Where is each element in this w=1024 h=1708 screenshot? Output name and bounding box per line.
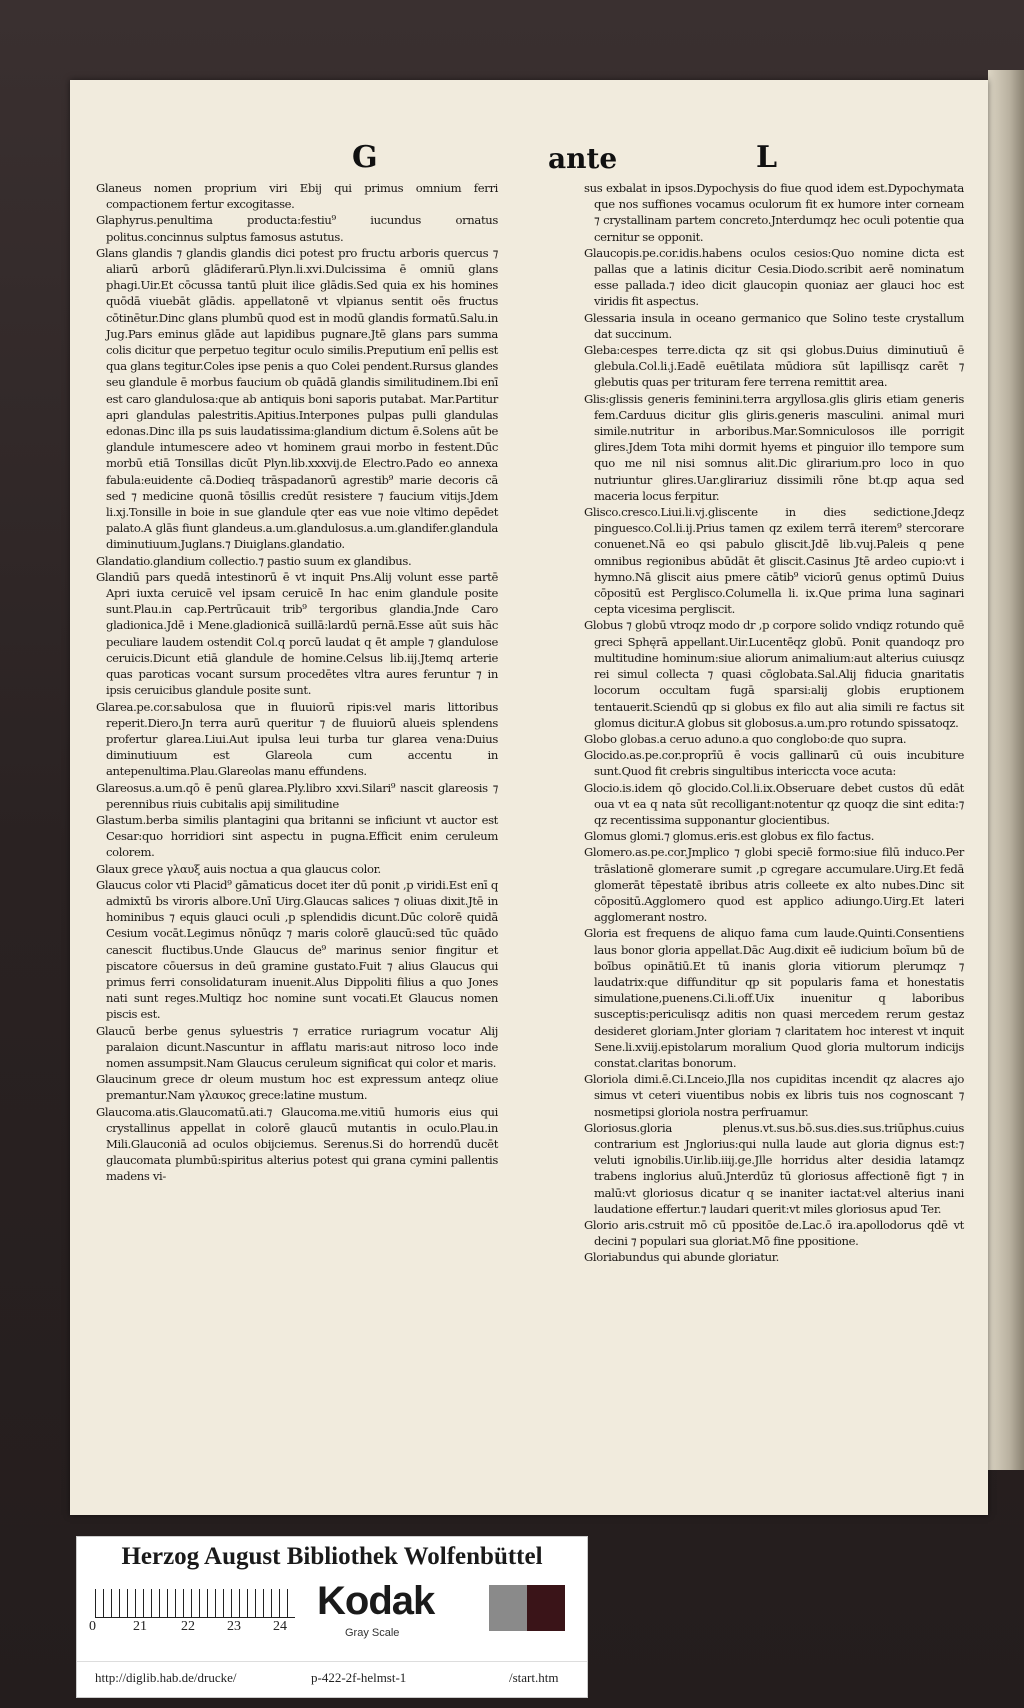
header-folio-letter: L: [756, 140, 778, 175]
ruler-number: 24: [273, 1619, 287, 1634]
dictionary-entry: Glaneus nomen proprium viri Ebij qui primus omnium ferri compactionem fertur excogitasse.: [96, 181, 498, 212]
dictionary-entry: Glaucopis.pe.cor.idis.habens oculos cesios:Quo nomine dicta est pallas que a latinis dicitur Cesia.Diodo.scribit aerē nominatum esse pallada.⁊ ideo dicit glaucopin quoniaz aer glauci hoc est viridis fit aspectus.: [584, 245, 964, 309]
ruler-number: 23: [227, 1619, 241, 1634]
gray-scale-label: Gray Scale: [345, 1627, 400, 1639]
dictionary-entry: Glandiū pars quedā intestinorū ē vt inquit Pns.Alij volunt esse partē Apri iuxta ceruicē vel ipsam ceruicē In hac enim glandule posite sunt.Plau.in cap.Pertrūcauit trib⁹ tergoribus glandia.Jnde Caro gladionica.Jdē i Mene.gladionicā suillā:lardū pernā.Esse aūt suis hāc peculiare laudem ostendit Col.q porcū laudat q ēt ample ⁊ glandulose ceruicis.Dicunt etiā glandule de homine.Celsus lib.iij.Jtemq arterie quas paroticas vocant sursum procedētes vltra aures feruntur ⁊ in ipsis ceruicibus glandule posite sunt.: [96, 569, 498, 698]
start-page-link[interactable]: /start.htm: [509, 1670, 559, 1685]
dictionary-entry: Glis:glissis generis feminini.terra argyllosa.glis gliris etiam generis fem.Carduus dicitur glis gliris.generis masculini. animal muri simile.nutritur in arboribus.Mar.Somniculosos ille porrigit glires.Jdem Tota mihi dormit hyems et pinguior illo tempore sum quo me nil nisi somnus alit.Dic glirarium.pro loco in quo nutriuntur glires.Uar.glirariuz dissimili rōne bt.qp aqua sed maceria locus ferpitur.: [584, 391, 964, 503]
dictionary-entry: Glaucus color vti Placid⁹ gāmaticus docet iter dū ponit ,p viridi.Est enī q admixtū bs viroris albore.Unī Uirg.Glaucas salices ⁊ oliuas dixit.Jtē in hominibus ⁊ equis glauci oculi ,p splendidis dicunt.Dūc colorē quidā Cesium vocāt.Legimus nōnūqz ⁊ maris colorē glaucū:sed tūc quādo canescit fluctibus.Unde Glaucus de⁹ marinus senior fingitur et piscatore cōuersus in deū gramine gustato.Fuit ⁊ alius Glaucus qui primus ferri consolidaturam inuenit.Alus Dippoliti filius a quo Jones nati sunt reges.Multiqz hoc nomine sunt vocati.Et Glaucus nomen piscis est.: [96, 877, 498, 1022]
source-url-link[interactable]: http://diglib.hab.de/drucke/: [95, 1670, 237, 1685]
kodak-logo: Kodak: [317, 1579, 435, 1623]
dictionary-entry: Gloriosus.gloria plenus.vt.sus.bō.sus.dies.sus.triūphus.cuius contrarium est Jnglorius:qui nulla laude aut gloria dignus est:⁊ veluti ignobilis.Uir.lib.iiij.ge.Jlle horridus alter desidia latamqz trabens inglorius aluū.Jnterdūz tū gloriosus affectionē figt ⁊ in malū:vt gloriosus dicatur q se inaniter iactat:vel alterius inani laudatione effertur.⁊ laudari querit:vt miles gloriosus apud Ter.: [584, 1120, 964, 1216]
measurement-ruler: [95, 1589, 295, 1619]
dictionary-entry: Glomero.as.pe.cor.Jmplico ⁊ globi speciē formo:siue filū induco.Per trāslationē glomerare sumit ,p cgregare accumulare.Uirg.Et fedā glomerāt tēpestatē ibribus atris colleete ex alto nubes.Dinc sit cōpositū.Agglomero quod est applico adiungo.Uirg.Et lateri agglomerant nostro.: [584, 845, 964, 925]
dictionary-entry: Glocio.is.idem qō glocido.Col.li.ix.Obseruare debet custos dū edāt oua vt ea q nata sūt recolligant:notentur qz quoqz die sint edita:⁊ qz recentissima supponantur glocientibus.: [584, 780, 964, 827]
ruler-ticks: [95, 1589, 295, 1618]
book-page: [70, 80, 988, 1515]
dictionary-entry: Glandatio.glandium collectio.⁊ pastio suum ex glandibus.: [96, 553, 412, 568]
dictionary-entry: sus exbalat in ipsos.Dypochysis do fiue quod idem est.Dypochymata que nos suffiones vocamus oculorum fit ex humore inter corneam ⁊ crystallinam partem concreto.Jnterdumqz hec oculi potentie qua cernitur se opponit.: [584, 181, 964, 244]
gray-swatch: [489, 1585, 527, 1631]
dictionary-entry: Glastum.berba similis plantagini qua britanni se inficiunt vt auctor est Cesar:quo horridiori sint aspectu in pugna.Efficit enim ceruleum colorem.: [96, 812, 498, 860]
dictionary-entry: Glaphyrus.penultima producta:festiu⁹ iucundus ornatus politus.concinnus sulptus famosus astutus.: [96, 213, 498, 244]
library-name: Herzog August Bibliothek Wolfenbüttel: [121, 1543, 543, 1570]
dictionary-entry: Globus ⁊ globū vtroqz modo dr ,p corpore solido vndiqz rotundo quē greci Sphęrā appellant.Uir.Lucentēqz globū. Ponit quandoqz pro multitudine hominum:siue aliorum animalium:aut alterius cuiusqz rei simul collecta ⁊ quasi cōglobata.Sal.Alij fiducia gnaritatis locorum occultam fugā sparsi:alij globis eruptionem tentauerit.Sciendū qp si globus ex filo aut alia simili re factus sit glomus dicitur.A globus sit globosus.a.um.pro rotundo spissatoqz.: [584, 618, 964, 730]
dictionary-entry: Glessaria insula in oceano germanico que Solino teste crystallum dat succinum.: [584, 310, 964, 341]
dictionary-entry: Glaucoma.atis.Glaucomatū.ati.⁊ Glaucoma.me.vitiū humoris eius qui crystallinus appellat in colorē glaucū mutantis in oculo.Plau.in Mili.Glauconiā ad oculos obijciemus. Serenus.Si do horrendū ducēt glaucomata plumbū:spiritus alterius potest qui grana cymini pallentis madens vi-: [96, 1104, 498, 1184]
left-text-column: [96, 180, 498, 1185]
dictionary-entry: Glorio aris.cstruit mō cū ppositōe de.Lac.ō ira.apollodorus qdē vt decini ⁊ populari sua gloriat.Mō fine ppositione.: [584, 1218, 964, 1249]
ruler-number: 22: [181, 1619, 195, 1634]
dictionary-entry: Gloria est frequens de aliquo fama cum laude.Quinti.Consentiens laus bonor gloria appellat.Dāc Aug.dixit eē iudicium boīum bū de boībus opinātiū.Et tū inanis gloria vitiorum plerumqz ⁊ laudatrix:que diffunditur qp sit popularis fama et honestatis simulatione,puenens.Ci.li.off.Uix inuenitur q laboribus susceptis:periculisqz aditis non quasi mercedem rerum gestaz desideret gloriam.Jnter gloriam ⁊ claritatem hoc interest vt inquit Sene.li.xviij.epistolarum moralium Quod gloria multorum indicijs constat.claritas bonorum.: [584, 926, 964, 1070]
dictionary-entry: Gloriola dimi.ē.Ci.Lnceio.Jlla nos cupiditas incendit qz alacres ajo simus vt ceteri viuentibus nobis ex libris tuis nos cognoscant ⁊ nosmetipsi gloriola nostra perfruamur.: [584, 1072, 964, 1119]
dictionary-entry: Glocido.as.pe.cor.proprīū ē vocis gallinarū cū ouis incubiture sunt.Quod fit crebris singultibus intericcta voce acuta:: [584, 748, 964, 779]
digitization-footer: [76, 1536, 588, 1698]
dictionary-entry: Globo globas.a ceruo aduno.a quo conglobo:de quo supra.: [584, 731, 907, 746]
dictionary-entry: Gleba:cespes terre.dicta qz sit qsi globus.Duius diminutiuū ē glebula.Col.li.j.Eadē euētilata mūdiora sūt lapillisqz carēt ⁊ glebutis quas per trituram fere terrena remittit area.: [584, 343, 964, 390]
dark-swatch: [527, 1585, 565, 1631]
dictionary-entry: Glaucū berbe genus syluestris ⁊ erratice ruriagrum vocatur Alij paralaion dicunt.Nascuntur in afflatu maris:aut nitroso loco inde nomen assumpsit.Nam Glaucus ceruleum significat qui color et maris.: [96, 1023, 498, 1070]
dictionary-entry: Glareosus.a.um.qō ē penū glarea.Ply.libro xxvi.Silari⁹ nascit glareosis ⁊ perennibus riuis cubitalis apij similitudine: [96, 780, 498, 811]
right-text-column: [584, 180, 964, 1266]
footer-links: [77, 1661, 587, 1692]
dictionary-entry: Glisco.cresco.Liui.li.vj.gliscente in dies sedictione.Jdeqz pinguesco.Col.li.ij.Prius tamen qz exilem terrā iterem⁹ stercorare conuenet.Nā eo qsi pabulo gliscit.Jdē lib.vuj.Paleis q pene omnibus regionibus abūdāt ēt gliscit.Casinus Jtē ardeo cupio:vt i hymno.Nā gliscit aius pmere cātib⁹ viciorū genus optimū Duius cōpositū est Perglisco.Columella li. ix.Que prima luna saginari cepta vicesima pergliscit.: [584, 505, 964, 617]
document-id-link[interactable]: p-422-2f-helmst-1: [311, 1670, 407, 1685]
ruler-number: 0: [89, 1619, 96, 1634]
dictionary-entry: Glarea.pe.cor.sabulosa que in fluuiorū ripis:vel maris littoribus reperit.Diero.Jn terra aurū queritur ⁊ de fluuiorū alueis splendens profertur glarea.Liui.Aut ipulsa leui turba tur glarea vena:Duius diminutiuum est Glareola cum accentu in antepenultima.Plau.Glareolas manu effundens.: [96, 699, 498, 779]
dictionary-entry: Glaucinum grece dr oleum mustum hoc est expressum anteqz oliue premantur.Nam γλαυκος grece:latine mustum.: [96, 1072, 498, 1103]
header-running-title: ante: [548, 142, 618, 175]
dictionary-entry: Gloriabundus qui abunde gloriatur.: [584, 1250, 779, 1265]
dictionary-entry: Glomus glomi.⁊ glomus.eris.est globus ex filo factus.: [584, 829, 875, 844]
page-header: [70, 140, 988, 180]
facing-page-edge: [988, 70, 1024, 1470]
dictionary-entry: Glans glandis ⁊ glandis glandis dici potest pro fructu arboris quercus ⁊ aliarū arborū glādiferarū.Plyn.li.xvi.Dulcissima ē omniū glans phagi.Uir.Et cōcussa tantū pluit ilice glādis.Sed quia ex his homines quōdā viuebāt glādis. appellatonē vt vlpianus sentit oēs fructus cōtinētur.Dinc glans plumbū quod est in modū glandis formatū.Salu.in Jug.Pars eminus glāde aut lapidibus pugnare.Jtē glans pars summa colis dicitur que perpetuo tegitur oculo similis.Preputium enī pellis est qua glans tegitur.Coles ipse penis a quo Colei pendent.Rursus glandes seu glandule ē morbus faucium ob quādā glandis similitudinem.Ibi enī est caro glandulosa:que ab antiquis boni saporis putabat. Mar.Partitur apri glandulas palestritis.Apitius.Interpones pulpas pulli glandulas edonas.Dinc illa ps suis laudatissima:glandium dictum ē.Solens aūt be glandule intumescere adeo vt hominem graui morbo in festent.Dūc morbū etiā Tonsillas dicūt Plyn.lib.xxxvij.de Electro.Pado eo annexa fabula:euidente cā.Dodieq trāspadanorū agrestib⁹ marie decoris cā sed ⁊ medicine quonā tōsillis credūt resistere ⁊ faucium vitijs.Jdem li.xj.Tonsille in boie in sue glandule qter eas vue noie vltimo depēdet palato.A glās fiunt glandeus.a.um.glandulosus.a.um.glandifer.glandula diminutiuum.Juglans.⁊ Diuiglans.glandatio.: [96, 245, 498, 552]
ruler-number: 21: [133, 1619, 147, 1634]
dictionary-entry: Glaux grece γλαυξ auis noctua a qua glaucus color.: [96, 861, 381, 876]
header-signature-letter: G: [352, 140, 378, 175]
